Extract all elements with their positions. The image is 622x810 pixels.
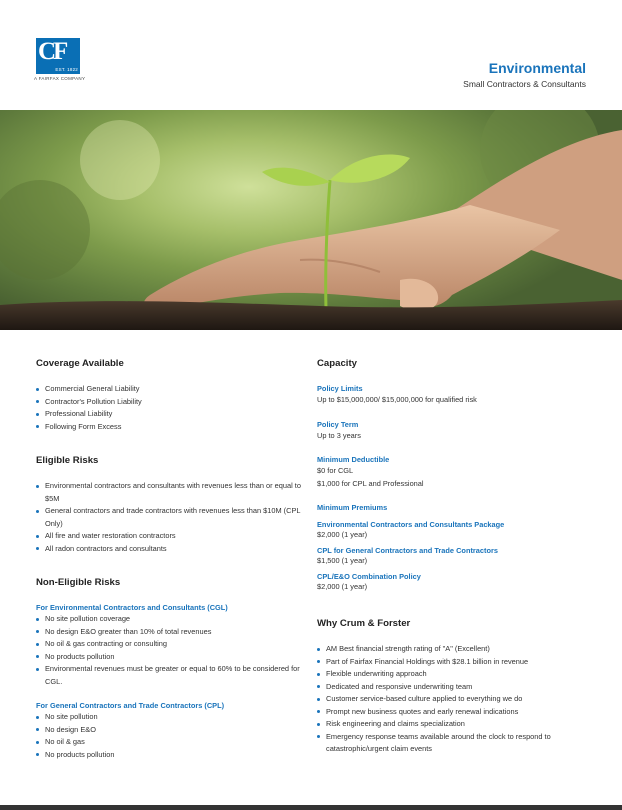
list-item: Professional Liability — [36, 408, 306, 421]
list-item: Dedicated and responsive underwriting team — [317, 681, 587, 694]
list-item: No design E&O greater than 10% of total revenues — [36, 626, 306, 639]
page-subtitle: Small Contractors & Consultants — [463, 79, 586, 89]
min-deductible-value: $1,000 for CPL and Professional — [317, 478, 424, 488]
policy-limits — [317, 383, 587, 407]
premium-value: $2,000 (1 year) — [317, 582, 368, 591]
non-eligible-group2-label: For General Contractors and Trade Contractors (CPL) — [36, 701, 225, 710]
premium-item — [317, 545, 587, 566]
list-item: No oil & gas — [36, 736, 306, 749]
min-deductible-label: Minimum Deductible — [317, 455, 390, 464]
list-item: All fire and water restoration contractors — [36, 530, 306, 543]
policy-term-label: Policy Term — [317, 419, 359, 429]
list-item: AM Best financial strength rating of "A" (Excellent) — [317, 643, 587, 656]
policy-limits-value: Up to $15,000,000/ $15,000,000 for qualified risk — [317, 395, 477, 404]
coverage-section — [36, 358, 306, 433]
list-item: Risk engineering and claims specialization — [317, 718, 587, 731]
logo-letters: CF — [38, 38, 66, 65]
premium-label: CPL/E&O Combination Policy — [317, 572, 421, 581]
non-eligible-group2-list — [36, 711, 306, 761]
policy-term — [317, 419, 587, 443]
premium-item — [317, 571, 587, 592]
list-item: Flexible underwriting approach — [317, 668, 587, 681]
left-column — [36, 358, 306, 783]
premium-item — [317, 519, 587, 540]
list-item: No products pollution — [36, 749, 306, 762]
eligible-section — [36, 455, 306, 555]
policy-term-value: Up to 3 years — [317, 430, 361, 440]
list-item: Following Form Excess — [36, 421, 306, 434]
list-item: All radon contractors and consultants — [36, 543, 306, 556]
hero-illustration — [0, 110, 622, 330]
min-premiums — [317, 502, 587, 592]
eligible-heading: Eligible Risks — [36, 455, 99, 466]
list-item: No site pollution — [36, 711, 306, 724]
list-item: No products pollution — [36, 651, 306, 664]
why-heading: Why Crum & Forster — [317, 618, 411, 629]
list-item: Environmental contractors and consultants with revenues less than or equal to $5M — [36, 480, 306, 505]
non-eligible-group1-label: For Environmental Contractors and Consultants (CGL) — [36, 603, 228, 612]
list-item: No site pollution coverage — [36, 613, 306, 626]
list-item: Environmental revenues must be greater or equal to 60% to be considered for CGL. — [36, 663, 306, 688]
premium-label: CPL for General Contractors and Trade Contractors — [317, 546, 498, 555]
list-item: Commercial General Liability — [36, 383, 306, 396]
premium-value: $1,500 (1 year) — [317, 556, 368, 565]
bottom-border — [0, 805, 622, 810]
non-eligible-heading: Non-Eligible Risks — [36, 577, 121, 588]
logo-tagline: A FAIRFAX COMPANY — [34, 76, 86, 81]
min-premiums-label: Minimum Premiums — [317, 503, 388, 512]
list-item: Emergency response teams available around the clock to respond to catastrophic/urgent claim events — [317, 731, 587, 756]
logo-est: EST. 1822 — [55, 67, 78, 72]
capacity-section — [317, 358, 587, 592]
eligible-list — [36, 480, 306, 555]
list-item: Contractor's Pollution Liability — [36, 396, 306, 409]
list-item: Part of Fairfax Financial Holdings with $28.1 billion in revenue — [317, 656, 587, 669]
list-item: No design E&O — [36, 724, 306, 737]
coverage-heading: Coverage Available — [36, 358, 124, 369]
list-item: No oil & gas contracting or consulting — [36, 638, 306, 651]
non-eligible-section — [36, 577, 306, 761]
non-eligible-group1-list — [36, 613, 306, 688]
list-item: Customer service-based culture applied to everything we do — [317, 693, 587, 706]
why-list — [317, 643, 587, 756]
company-logo — [36, 38, 80, 74]
why-section — [317, 618, 587, 756]
min-deductible — [317, 454, 587, 490]
premium-label: Environmental Contractors and Consultants Package — [317, 520, 505, 529]
min-deductible-value: $0 for CGL — [317, 466, 354, 475]
capacity-heading: Capacity — [317, 358, 357, 369]
page-title: Environmental — [488, 60, 586, 76]
list-item: General contractors and trade contractors with revenues less than $10M (CPL Only) — [36, 505, 306, 530]
coverage-list — [36, 383, 306, 433]
list-item: Prompt new business quotes and early renewal indications — [317, 706, 587, 719]
hero-image — [0, 110, 622, 330]
right-column — [317, 358, 587, 778]
premium-value: $2,000 (1 year) — [317, 530, 368, 539]
policy-limits-label: Policy Limits — [317, 384, 363, 393]
